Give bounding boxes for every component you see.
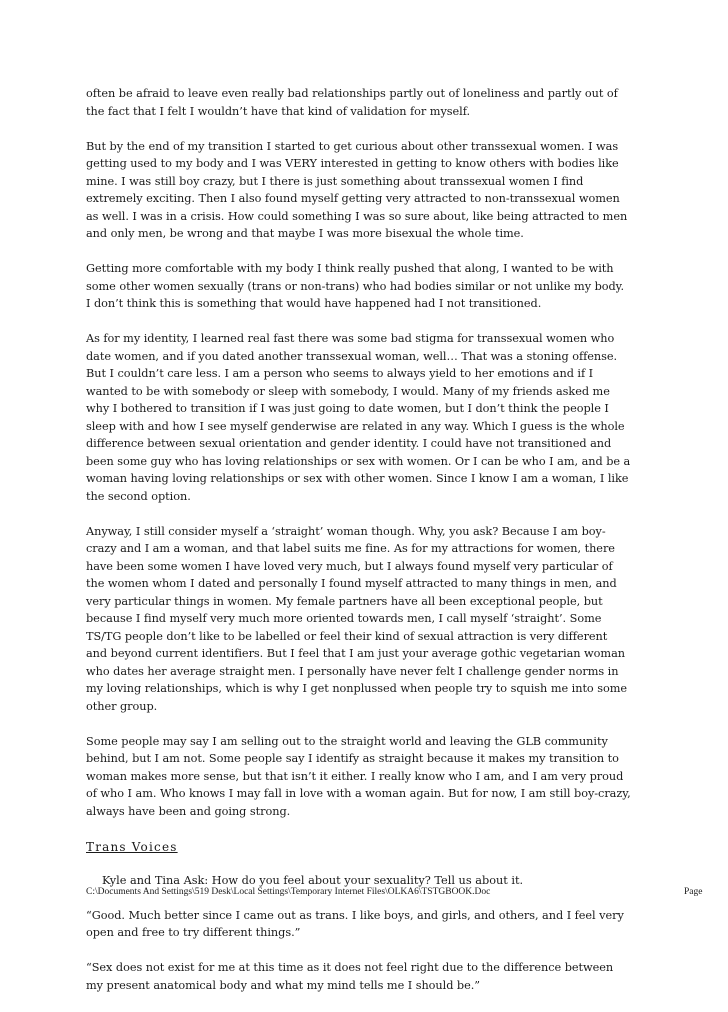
footer-page-label: Page [684,887,703,897]
body-paragraph-1: often be afraid to leave even really bad relationships partly out of loneliness and partly out of the fact that I felt I wouldn’t have that kind of validation for myself. [86,87,618,118]
interview-question: Kyle and Tina Ask: How do you feel about your sexuality? Tell us about it. [102,873,524,887]
body-paragraph-2: But by the end of my transition I started to get curious about other transsexual women. I was getting used to my body and I was VERY interested in getting to know others with bodies like mine. I was still boy crazy, but I there is just something about transsexual women I find extremely exciting. Then I also found myself getting very attracted to non-transsexual women as well. I was in a crisis. How could something I was so sure about, like being attracted to men and only men, be wrong and that maybe I was more bisexual the whole time. [86,139,628,240]
footer-file-path: C:\Documents And Settings\519 Desk\Local Settings\Temporary Internet Files\OLKA6\TSTGBOOK.Doc [86,887,491,897]
body-paragraph-5: Anyway, I still consider myself a ‘straight’ woman though. Why, you ask? Because I am boy-crazy and I am a woman, and that label suits me fine. As for my attractions for women, there have been some women I have loved very much, but I always found myself very particular of the women whom I dated and personally I found myself attracted to many things in men, and very particular things in women. My female partners have all been exceptional people, but because I find myself very much more oriented towards men, I call myself ‘straight’. Some TS/TG people don’t like to be labelled or feel their kind of sexual attraction is very different and beyond current identifiers. But I feel that I am just your average gothic vegetarian woman who dates her average straight men. I personally have never felt I challenge gender norms in my loving relationships, which is why I get nonplussed when people try to squish me into some other group. [86,524,628,713]
body-paragraph-3: Getting more comfortable with my body I think really pushed that along, I wanted to be with some other women sexually (trans or non-trans) who had bodies similar or not unlike my body. I don’t think this is something that would have happened had I not transitioned. [86,262,625,310]
page-body [86,85,631,1012]
body-paragraph-6: Some people may say I am selling out to the straight world and leaving the GLB community behind, but I am not. Some people say I identify as straight because it makes my transition to woman makes more sense, but that isn’t it either. I really know who I am, and I am very proud of who I am. Who knows I may fall in love with a woman again. But for now, I am still boy-crazy, always have been and going strong. [86,734,631,818]
body-paragraph-4: As for my identity, I learned real fast there was some bad stigma for transsexual women who date women, and if you dated another transsexual woman, well… That was a stoning offense. But I couldn’t care less. I am a person who seems to always yield to her emotions and if I wanted to be with somebody or sleep with somebody, I would. Many of my friends asked me why I bothered to transition if I was just going to date women, but I don’t think the people I sleep with and how I see myself genderwise are related in any way. Which I guess is the whole difference between sexual orientation and gender identity. I could have not transitioned and been some guy who has loving relationships or sex with women. Or I can be who I am, and be a woman having loving relationships or sex with other women. Since I know I am a woman, I like the second option. [86,332,631,503]
answer-quote-1: “Good. Much better since I came out as trans. I like boys, and girls, and others, and I feel very open and free to try different things.” [86,908,624,939]
answer-quote-2: “Sex does not exist for me at this time as it does not feel right due to the difference between my present anatomical body and what my mind tells me I should be.” [86,961,614,992]
section-heading-trans-voices: Trans Voices [86,839,178,854]
